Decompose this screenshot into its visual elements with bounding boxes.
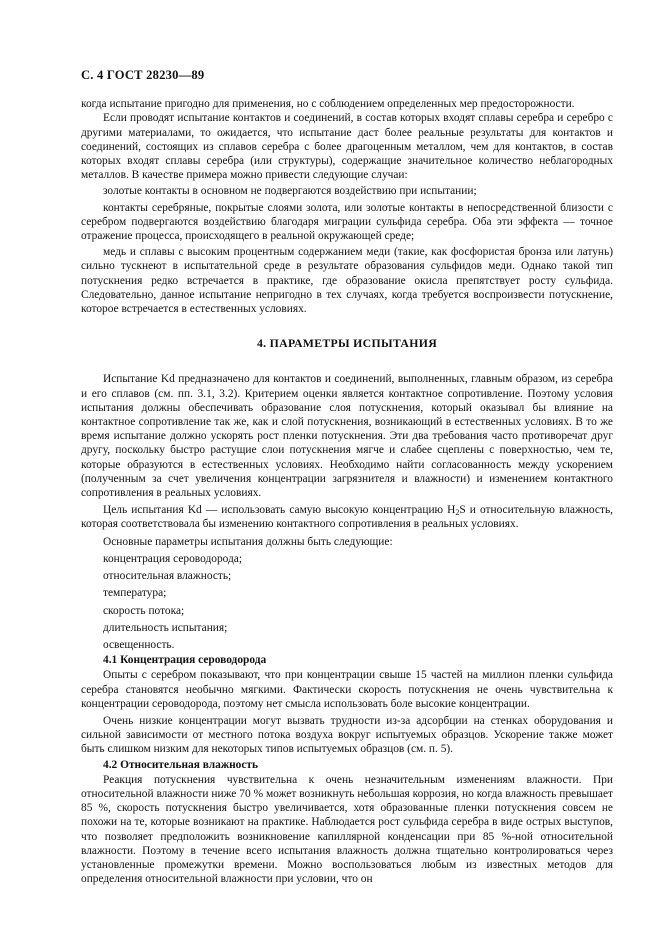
goal-text-end: S и относительную влажность, которая соответствовала бы изменению контактного сопротивления в реальных условиях.: [81, 504, 613, 531]
paragraph-copper-alloys: медь и сплавы с высоким процентным содержанием меди (такие, как фосфористая бронза или латунь) сильно тускнеют в испытательной среде в результате образования сульфидов меди. Однако такой тип потускнения редко встречается в практике, где образование окисла препятствует росту сульфида. Следовательно, данное испытание непригодно в тех случаях, когда требуется воспроизвести потускнение, которое встречается в естественных условиях.: [81, 246, 613, 316]
paragraph-intro-continuation: когда испытание пригодно для применения, но с соблюдением определенных мер предосторожности.: [81, 98, 575, 111]
param-list-item: температура;: [103, 587, 167, 600]
param-list-item: относительная влажность;: [103, 570, 232, 583]
paragraph-test-purpose: Испытание Kd предназначено для контактов и соединений, выполненных, главным образом, из серебра и его сплавов (см. пп. 3.1, 3.2). Критерием оценки является контактное сопротивление. Поэтому условия испытания должны обеспечивать образование слоя потускнения, который оказывал бы влияние на контактное сопротивление так же, как и слой потускнения, возникающий в естественных условиях. В то же время испытание должно ускорять рост пленки потускнения. Эти два требования часто противоречат друг другу, поскольку быстро растущие слои потускнения мягче и слабее сцеплены с поверхностью, чем те, которые образуются в естественных условиях. Необходимо найти согласованность между ускорением (полученным за счет увеличения концентрации загрязнителя и влажности) и изменением контактного сопротивления в реальных условиях.: [81, 373, 613, 500]
param-list-item: длительность испытания;: [103, 621, 228, 634]
paragraph-gold-plated-silver: контакты серебряные, покрытые слоями золота, или золотые контакты в непосредственной близости с серебром подвергаются воздействию благодаря миграции сульфида серебра. Оба эти эффекта — точное отражение процесса, происходящего в реальной окружающей среде;: [81, 201, 613, 243]
param-list-item: концентрация сероводорода;: [103, 552, 243, 565]
paragraph-test-goal: [81, 503, 613, 531]
goal-text-start: Цель испытания Kd — использовать самую высокую концентрацию H: [103, 504, 456, 517]
subsection-heading-4-1: 4.1 Концентрация сероводорода: [103, 654, 267, 667]
page-header: С. 4 ГОСТ 28230—89: [81, 68, 205, 82]
subsection-heading-4-2: 4.2 Относительная влажность: [103, 758, 259, 771]
subscript-two: 2: [455, 508, 460, 518]
paragraph-gold-contacts: золотые контакты в основном не подвергаются воздействию при испытании;: [103, 185, 477, 198]
param-list-item: освещенность.: [103, 638, 175, 651]
section-title: 4. ПАРАМЕТРЫ ИСПЫТАНИЯ: [256, 336, 438, 351]
paragraph-silver-alloys: Если проводят испытание контактов и соединений, в состав которых входят сплавы серебра и серебро с другими материалами, то ожидается, что испытание даст более реальные результаты для контактов и соединений, состоящих из сплавов серебра с более драгоценным металлом, чем для контактов, в состав которых входят сплавы серебра (или структуры), содержащие значительное количество неблагородных металлов. В качестве примера можно привести следующие случаи:: [81, 112, 613, 182]
param-list-item: скорость потока;: [103, 604, 185, 617]
paragraph-concentration-experiments: Опыты с серебром показывают, что при концентрации свыше 15 частей на миллион пленки сульфида серебра становятся необычно мягкими. Фактически скорость потускнения не очень чувствительна к концентрации сероводорода, поэтому нет смысла использовать боле высокие концентрации.: [81, 669, 613, 710]
paragraph-low-concentration: Очень низкие концентрации могут вызвать трудности из-за адсорбции на стенках оборудования и сильной зависимости от местного потока воздуха вокруг испытуемых образцов. Ускорение также может быть слишком низким для некоторых типов испытуемых образцов (см. п. 5).: [81, 714, 613, 756]
paragraph-humidity: Реакция потускнения чувствительна к очень незначительным изменениям влажности. При относительной влажности ниже 70 % может возникнуть небольшая коррозия, но когда влажность превышает 85 %, скорость потускнения быстро увеличивается, хотя образованные пленки потускнения совсем не похожи на те, которые возникают на практике. Наблюдается рост сульфида серебра в виде острых выступов, что позволяет предположить возникновение капиллярной конденсации при 85 %-ной относительной влажности. Поэтому в течение всего испытания влажность должна тщательно контролироваться через установленные промежутки времени. Можно воспользоваться любым из известных методов для определения относительной влажности при условии, что он: [81, 773, 613, 886]
paragraph-params-intro: Основные параметры испытания должны быть следующие:: [103, 535, 393, 548]
